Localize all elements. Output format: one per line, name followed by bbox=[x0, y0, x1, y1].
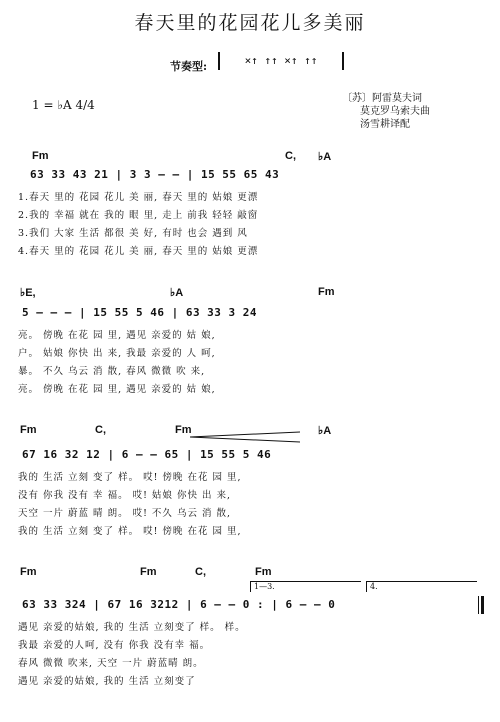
lyric-line-1: 遇见 亲爱的姑娘, 我的 生活 立刻变了 样。 样。 bbox=[18, 622, 246, 633]
credit-composer: 莫克罗乌索夫曲 bbox=[360, 106, 430, 117]
chord-2: Fm bbox=[140, 566, 157, 578]
chord-1: ♭E, bbox=[20, 287, 36, 299]
key-signature: 1 = ♭A 4/4 bbox=[32, 98, 95, 112]
chord-1: Fm bbox=[20, 424, 37, 436]
chord-4: ♭A bbox=[318, 425, 332, 437]
crescendo-hairpin bbox=[190, 431, 300, 443]
lyric-line-2: 2.我的 幸福 就在 我的 眼 里, 走上 前我 轻轻 敲窗 bbox=[18, 210, 259, 221]
volta-label-2: 4. bbox=[370, 582, 378, 591]
lyric-line-4: 4.春天 里的 花园 花儿 美 丽, 春天 里的 姑娘 更漂 bbox=[18, 246, 259, 257]
chord-1: Fm bbox=[32, 150, 49, 162]
chord-3: Fm bbox=[175, 424, 192, 436]
final-barline-thick bbox=[481, 596, 484, 614]
lyric-line-2: 没有 你我 没有 幸 福。 哎! 姑娘 你快 出 来, bbox=[18, 490, 232, 501]
chord-4: Fm bbox=[255, 566, 272, 578]
notes-line: 63 33 43 21 | 3 3 — — | 15 55 65 43 bbox=[30, 168, 280, 181]
lyric-line-1: 1.春天 里的 花园 花儿 美 丽, 春天 里的 姑娘 更漂 bbox=[18, 192, 259, 203]
chord-3: ♭A bbox=[318, 151, 332, 163]
notes-line: 67 16 32 12 | 6 — — 65 | 15 55 5 46 bbox=[22, 448, 272, 461]
chord-2: ♭A bbox=[170, 287, 184, 299]
lyric-line-3: 3.我们 大家 生活 都很 美 好, 有时 也会 遇到 风 bbox=[18, 228, 248, 239]
chord-3: Fm bbox=[318, 286, 335, 298]
lyric-line-4: 亮。 傍晚 在花 园 里, 遇见 亲爱的 姑 娘, bbox=[18, 384, 216, 395]
chord-3: C, bbox=[195, 566, 206, 578]
volta-bracket-2 bbox=[366, 581, 477, 592]
credits bbox=[342, 92, 430, 131]
rhythm-label: 节奏型: bbox=[170, 60, 208, 73]
notes-line: 63 33 324 | 67 16 3212 | 6 — — 0 : | 6 — — 0 bbox=[22, 598, 336, 611]
lyric-line-4: 我的 生活 立刻 变了 样。 哎! 傍晚 在花 园 里, bbox=[18, 526, 242, 537]
lyric-line-3: 春风 微微 吹来, 天空 一片 蔚蓝晴 朗。 bbox=[18, 658, 204, 669]
credit-lyricist: 〔苏〕阿雷莫夫词 bbox=[342, 93, 422, 104]
chord-2: C, bbox=[285, 150, 296, 162]
final-barline bbox=[478, 596, 479, 614]
lyric-line-1: 亮。 傍晚 在花 园 里, 遇见 亲爱的 姑 娘, bbox=[18, 330, 216, 341]
chord-2: C, bbox=[95, 424, 106, 436]
lyric-line-2: 我最 亲爱的人呵, 没有 你我 没有幸 福。 bbox=[18, 640, 211, 651]
volta-label-1: 1—3. bbox=[254, 582, 275, 591]
notes-line: 5 — — — | 15 55 5 46 | 63 33 3 24 bbox=[22, 306, 258, 319]
chord-1: Fm bbox=[20, 566, 37, 578]
lyric-line-3: 天空 一片 蔚蓝 晴 朗。 哎! 不久 乌云 消 散, bbox=[18, 508, 232, 519]
credit-translator: 汤雪耕译配 bbox=[360, 119, 410, 130]
lyric-line-4: 遇见 亲爱的姑娘, 我的 生活 立刻变了 bbox=[18, 676, 196, 687]
lyric-line-1: 我的 生活 立刻 变了 样。 哎! 傍晚 在花 园 里, bbox=[18, 472, 242, 483]
rhythm-pattern: ×↑ ↑↑ ×↑ ↑↑ bbox=[218, 52, 344, 70]
song-title: 春天里的花园花儿多美丽 bbox=[134, 12, 366, 34]
lyric-line-3: 暴。 不久 乌云 消 散, 春风 微微 吹 来, bbox=[18, 366, 206, 377]
lyric-line-2: 户。 姑娘 你快 出 来, 我最 亲爱的 人 呵, bbox=[18, 348, 216, 359]
